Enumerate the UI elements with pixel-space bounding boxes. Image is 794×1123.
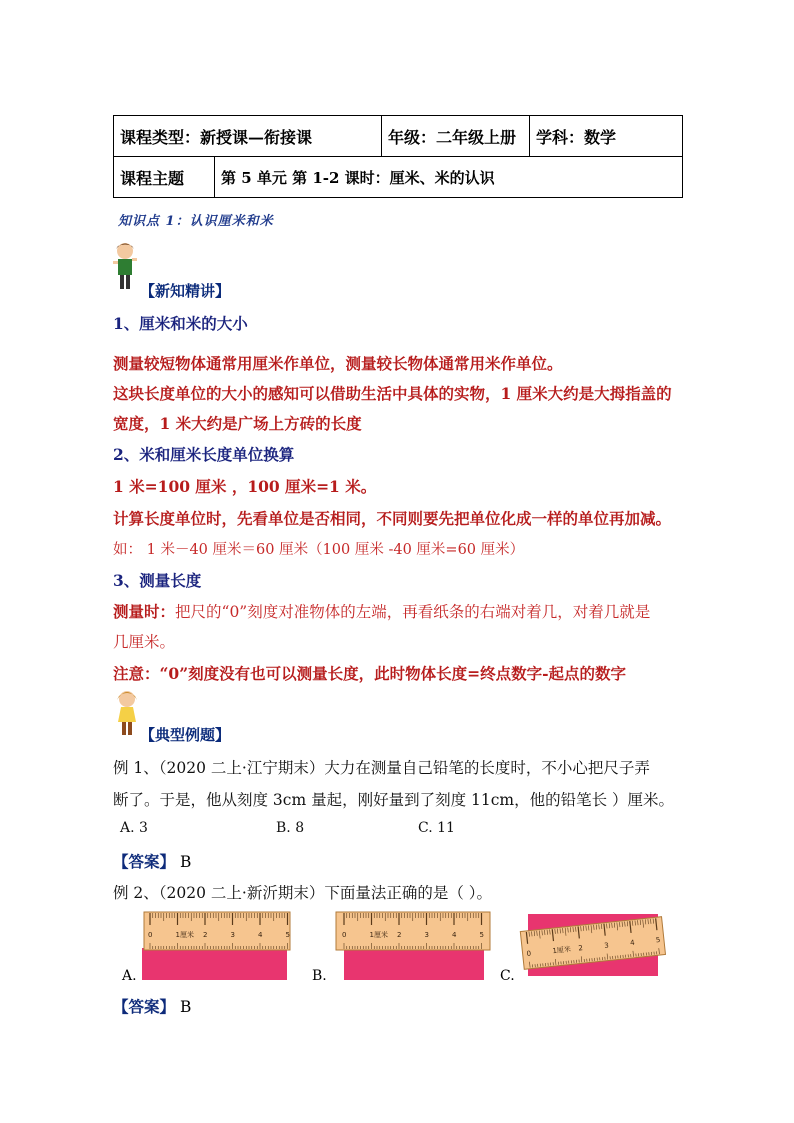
example-1-line-b: 断了。于是，他从刻度 3cm 量起，刚好量到了刻度 11cm，他的铅笔长 ）厘米。 — [113, 791, 675, 809]
answer-value: B — [179, 998, 192, 1016]
example-1-line-a: 例 1、（2020 二上·江宁期末）大力在测量自己铅笔的长度时，不小心把尺子弄 — [113, 759, 650, 777]
ruler-tick-label: 5 — [285, 931, 290, 939]
section-1-para-1: 测量较短物体通常用厘米作单位，测量较长物体通常用米作单位。 — [113, 354, 563, 373]
ruler-tick-label: 3 — [424, 931, 429, 939]
ruler-tick-label: 1厘米 — [175, 931, 194, 939]
course-type-cell: 课程类型：新授课—衔接课 — [114, 116, 382, 157]
answer-label: 【答案】 — [113, 997, 176, 1016]
section-2-para-2: 计算长度单位时，先看单位是否相同，不同则要先把单位化成一样的单位再加减。 — [113, 509, 672, 528]
ruler-tick-label: 2 — [203, 931, 208, 939]
section-3-note: 注意：“0”刻度没有也可以测量长度，此时物体长度=终点数字-起点的数字 — [113, 664, 627, 683]
ruler-tick-label: 5 — [655, 935, 661, 945]
subject-cell: 学科：数学 — [530, 116, 683, 157]
ruler-tick-label: 1厘米 — [369, 931, 388, 939]
ruler-tick-label: 2 — [577, 944, 584, 953]
course-header-table — [113, 115, 683, 198]
answer-label: 【答案】 — [113, 852, 176, 871]
knowledge-point-title: 知识点 1：认识厘米和米 — [118, 214, 274, 229]
topic-label-cell: 课程主题 — [114, 157, 215, 198]
figure-label-b: B. — [312, 968, 327, 984]
object-block — [344, 948, 484, 980]
answer-value: B — [179, 853, 192, 871]
topic-value-cell: 第 5 单元 第 1-2 课时：厘米、米的认识 — [215, 157, 683, 198]
new-knowledge-tag: 【新知精讲】 — [140, 282, 231, 300]
section-1-para-2a: 这块长度单位的大小的感知可以借助生活中具体的实物，1 厘米大约是大拇指盖的 — [113, 384, 672, 403]
ruler-tick-label: 1厘米 — [552, 945, 572, 956]
example-1-option-c: C. 11 — [418, 820, 455, 836]
example-2-question: 例 2、（2020 二上·新沂期末）下面量法正确的是（ ）。 — [113, 884, 493, 902]
ruler-tick-label: 4 — [452, 931, 457, 939]
section-1-title: 1、厘米和米的大小 — [113, 314, 248, 333]
section-2-title: 2、米和厘米长度单位换算 — [113, 445, 295, 464]
ruler-tick-label: 3 — [230, 931, 235, 939]
example-1-option-b: B. 8 — [276, 820, 305, 836]
ruler-tick-label: 4 — [258, 931, 263, 939]
ruler-tick-label: 4 — [629, 938, 635, 948]
example-2-answer — [113, 995, 191, 1017]
example-1-answer — [113, 850, 191, 872]
ruler-figure-c — [518, 906, 668, 982]
ruler-tick-label: 5 — [479, 931, 484, 939]
section-2-example: 如： 1 米－40 厘米＝60 厘米（100 厘米 -40 厘米=60 厘米） — [113, 542, 525, 558]
cartoon-boy-icon — [112, 240, 138, 292]
typical-example-tag: 【典型例题】 — [140, 726, 231, 744]
ruler-figure-b — [330, 910, 492, 982]
grade-cell: 年级：二年级上册 — [382, 116, 530, 157]
section-3-para-1a — [113, 600, 650, 622]
ruler-figure-a — [142, 910, 294, 982]
example-1-option-a: A. 3 — [120, 820, 148, 836]
measure-label: 测量时： — [113, 602, 176, 621]
ruler-tick-label: 3 — [603, 941, 610, 950]
section-3-title: 3、测量长度 — [113, 571, 202, 590]
section-3-para-1b: 几厘米。 — [113, 633, 176, 651]
object-block — [142, 948, 287, 980]
ruler-tick-label: 0 — [342, 931, 347, 939]
measure-text: 把尺的“0”刻度对准物体的左端，再看纸条的右端对着几，对着几就是 — [175, 603, 651, 621]
section-2-para-1: 1 米=100 厘米 ，100 厘米=1 米。 — [113, 477, 377, 496]
figure-label-c: C. — [500, 968, 515, 984]
ruler-tick-label: 0 — [526, 949, 532, 958]
ruler-tick-label: 2 — [397, 931, 402, 939]
section-1-para-2b: 宽度，1 米大约是广场上方砖的长度 — [113, 414, 362, 433]
figure-label-a: A. — [122, 968, 137, 984]
ruler-tick-label: 0 — [148, 931, 153, 939]
cartoon-girl-icon — [114, 688, 140, 738]
